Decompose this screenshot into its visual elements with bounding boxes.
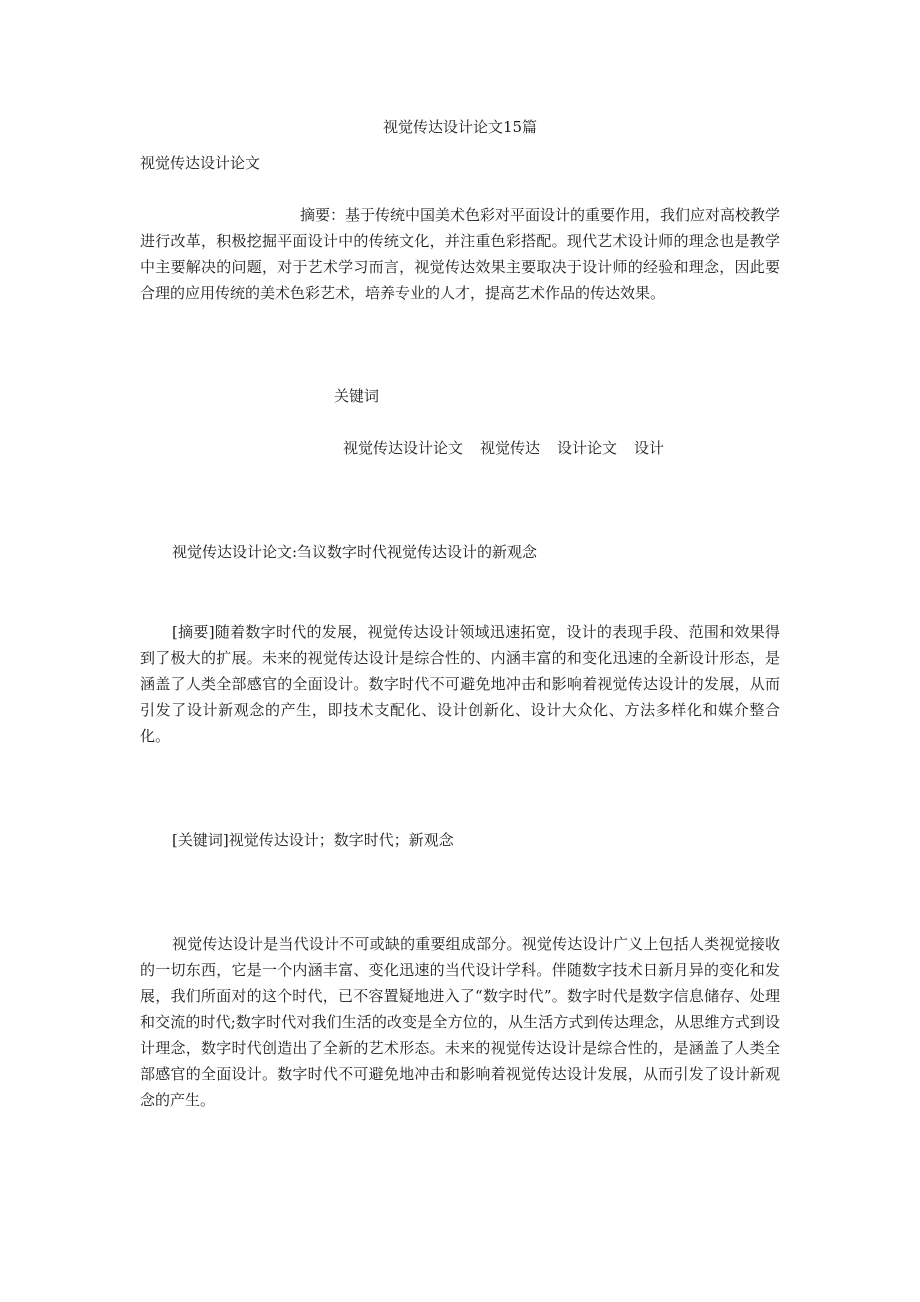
keywords-label: 关键词: [334, 387, 380, 405]
abstract-paragraph-2: [摘要]随着数字时代的发展，视觉传达设计领域迅速拓宽，设计的表现手段、范围和效果得到了极大的扩展。未来的视觉传达设计是综合性的、内涵丰富的和变化迅速的全新设计形态，是涵盖了人类全部感官的全面设计。数字时代不可避免地冲击和影响着视觉传达设计的发展，从而引发了设计新观念的产生，即技术支配化、设计创新化、设计大众化、方法多样化和媒介整合化。: [140, 623, 780, 745]
keywords-list: [343, 435, 664, 461]
article-subtitle: 视觉传达设计论文:刍议数字时代视觉传达设计的新观念: [172, 543, 538, 561]
section-heading: 视觉传达设计论文: [140, 154, 261, 172]
keyword-item: 设计论文: [557, 439, 618, 457]
keyword-item: 视觉传达: [480, 439, 541, 457]
keyword-item: 设计: [634, 439, 665, 457]
abstract-paragraph-1: 摘要：基于传统中国美术色彩对平面设计的重要作用，我们应对高校教学进行改革，积极挖掘平面设计中的传统文化，并注重色彩搭配。现代艺术设计师的理念也是教学中主要解决的问题，对于艺术学习而言，视觉传达效果主要取决于设计师的经验和理念，因此要合理的应用传统的美术色彩艺术，培养专业的人才，提高艺术作品的传达效果。: [140, 206, 781, 302]
body-paragraph: 视觉传达设计是当代设计不可或缺的重要组成部分。视觉传达设计广义上包括人类视觉接收的一切东西，它是一个内涵丰富、变化迅速的当代设计学科。伴随数字技术日新月异的变化和发展，我们所面对的这个时代，已不容置疑地进入了“数字时代”。数字时代是数字信息储存、处理和交流的时代;数字时代对我们生活的改变是全方位的，从生活方式到传达理念，从思维方式到设计理念，数字时代创造出了全新的艺术形态。未来的视觉传达设计是综合性的，是涵盖了人类全部感官的全面设计。数字时代不可避免地冲击和影响着视觉传达设计发展，从而引发了设计新观念的产生。: [140, 935, 780, 1109]
keyword-item: 视觉传达设计论文: [343, 439, 464, 457]
document-title: 视觉传达设计论文15篇: [382, 118, 538, 136]
keywords-line: [关键词]视觉传达设计；数字时代；新观念: [172, 831, 454, 849]
